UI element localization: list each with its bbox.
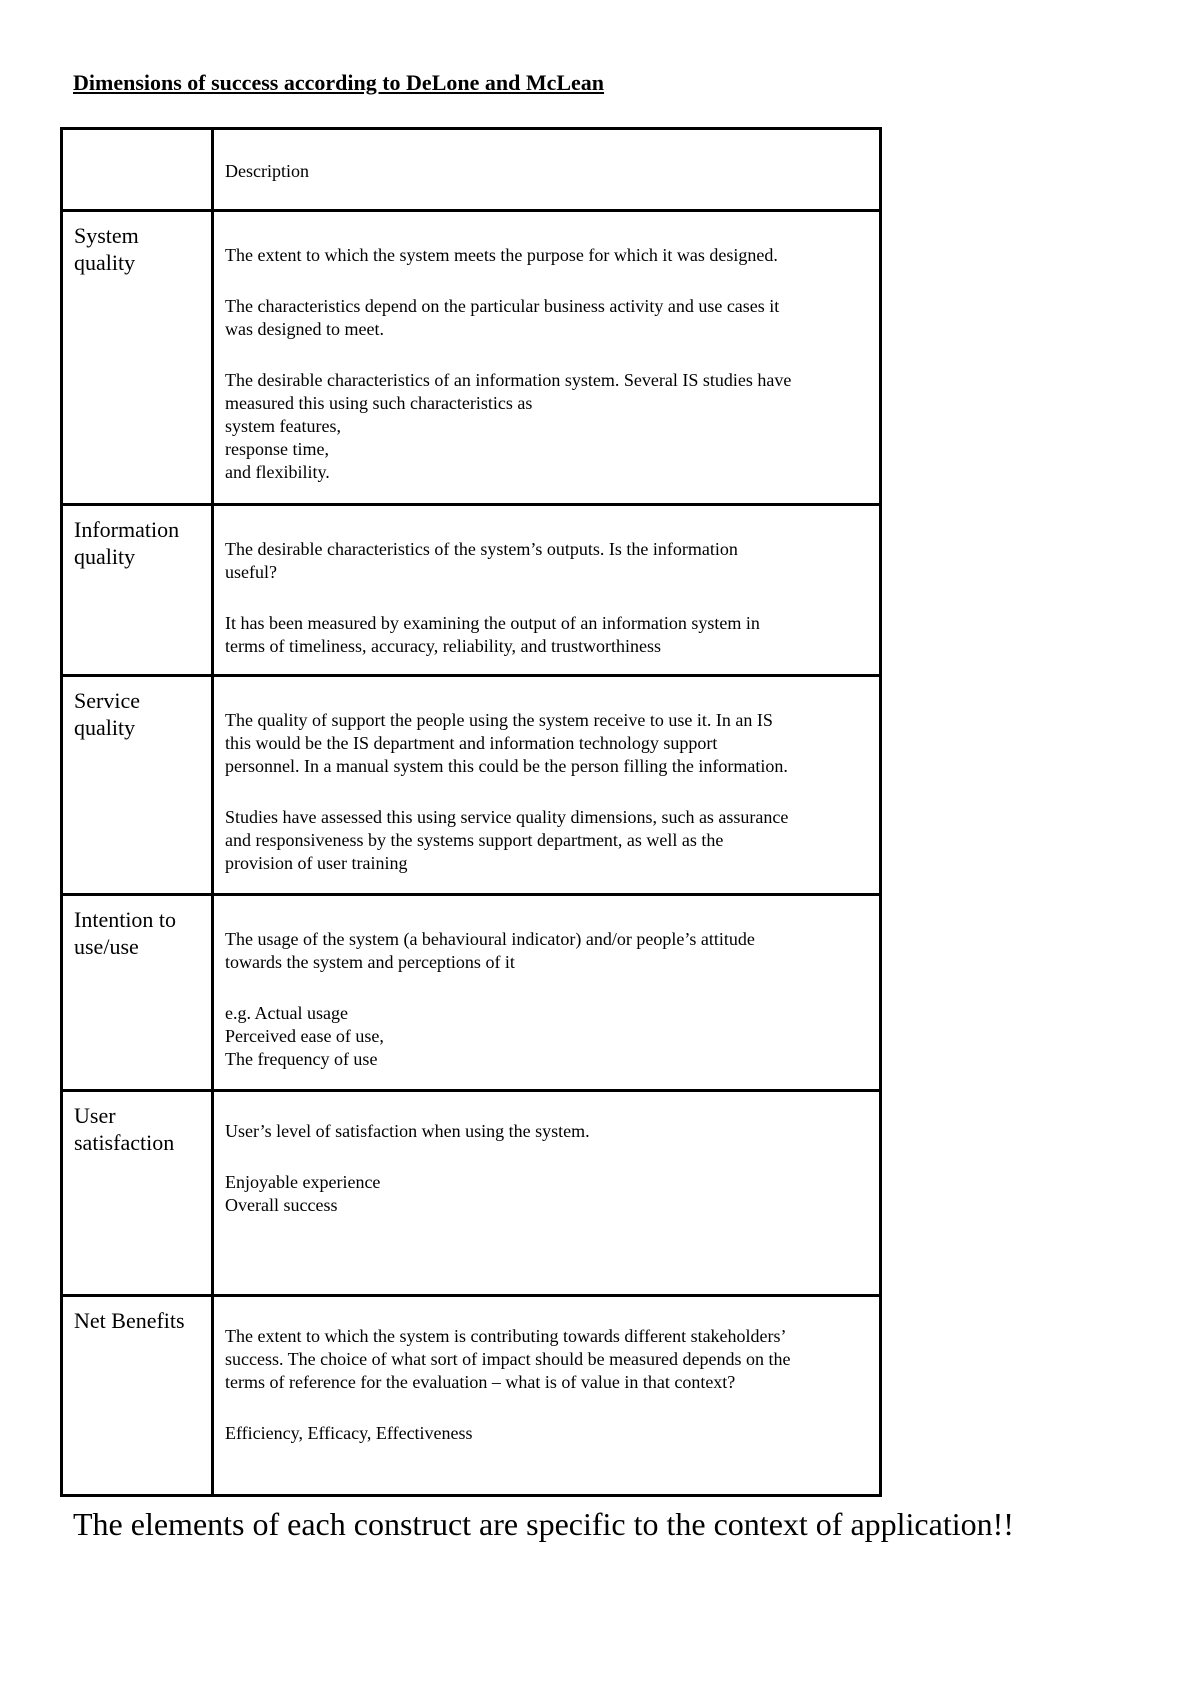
description-paragraph <box>225 1422 869 1445</box>
dimension-label-line: satisfaction <box>74 1130 175 1155</box>
description-paragraph <box>225 1002 869 1071</box>
footer-note: The elements of each construct are specific to the context of application!! <box>73 1506 1014 1542</box>
dimension-cell <box>62 676 213 895</box>
description-line: terms of reference for the evaluation – what is of value in that context? <box>225 1372 736 1392</box>
dimension-cell <box>62 211 213 505</box>
description-line: success. The choice of what sort of impact should be measured depends on the <box>225 1349 791 1369</box>
table-row <box>62 895 881 1091</box>
description-cell <box>213 505 881 676</box>
dimension-label-line: quality <box>74 250 136 275</box>
dimension-label-line: Service <box>74 688 140 713</box>
description-line: system features, <box>225 416 341 436</box>
description-cell <box>213 1091 881 1296</box>
description-paragraph <box>225 709 869 778</box>
table-row <box>62 1296 881 1496</box>
table-row <box>62 1091 881 1296</box>
dimension-label <box>63 896 211 960</box>
description-paragraph <box>225 369 869 484</box>
description-line: and flexibility. <box>225 462 330 482</box>
description-line: response time, <box>225 439 329 459</box>
description-cell <box>213 211 881 505</box>
description-line: Perceived ease of use, <box>225 1026 384 1046</box>
dimension-cell <box>62 1296 213 1496</box>
dimension-label-line: use/use <box>74 934 139 959</box>
description-paragraph <box>225 612 869 658</box>
description-paragraph <box>225 295 869 341</box>
dimension-label <box>63 1297 211 1334</box>
description-cell <box>213 1296 881 1496</box>
description-paragraph <box>225 1171 869 1217</box>
description-line: towards the system and perceptions of it <box>225 952 515 972</box>
description-line: It has been measured by examining the output of an information system in <box>225 613 760 633</box>
header-empty-cell <box>62 129 213 211</box>
document-title: Dimensions of success according to DeLone and McLean <box>73 70 605 95</box>
description-line: terms of timeliness, accuracy, reliability, and trustworthiness <box>225 636 662 656</box>
dimension-label <box>63 677 211 741</box>
description-line: The usage of the system (a behavioural indicator) and/or people’s attitude <box>225 929 755 949</box>
table-header-row <box>62 129 881 211</box>
dimension-label-line: quality <box>74 715 136 740</box>
description-cell <box>213 676 881 895</box>
description-line: was designed to meet. <box>225 319 384 339</box>
description-line: The frequency of use <box>225 1049 378 1069</box>
header-description-label: Description <box>225 161 309 181</box>
dimension-label-line: User <box>74 1103 116 1128</box>
dimension-cell <box>62 505 213 676</box>
table-row <box>62 211 881 505</box>
dimension-label-line: Net Benefits <box>74 1308 185 1333</box>
description-line: provision of user training <box>225 853 408 873</box>
description-line: e.g. Actual usage <box>225 1003 348 1023</box>
description-line: User’s level of satisfaction when using the system. <box>225 1121 590 1141</box>
description-line: Enjoyable experience <box>225 1172 381 1192</box>
description-line: Efficiency, Efficacy, Effectiveness <box>225 1423 473 1443</box>
description-cell <box>213 895 881 1091</box>
description-paragraph <box>225 538 869 584</box>
description-line: The desirable characteristics of the system’s outputs. Is the information <box>225 539 738 559</box>
description-paragraph <box>225 806 869 875</box>
description-line: The extent to which the system is contributing towards different stakeholders’ <box>225 1326 787 1346</box>
description-paragraph <box>225 244 869 267</box>
dimension-cell <box>62 895 213 1091</box>
table-row <box>62 676 881 895</box>
description-line: this would be the IS department and information technology support <box>225 733 718 753</box>
description-line: The extent to which the system meets the purpose for which it was designed. <box>225 245 778 265</box>
dimension-cell <box>62 1091 213 1296</box>
description-paragraph <box>225 928 869 974</box>
dimension-label <box>63 1092 211 1156</box>
description-paragraph <box>225 1325 869 1394</box>
header-description-cell <box>213 129 881 211</box>
dimension-label <box>63 212 211 276</box>
dimension-label-line: Intention to <box>74 907 177 932</box>
description-line: personnel. In a manual system this could be the person filling the information. <box>225 756 788 776</box>
description-line: The characteristics depend on the particular business activity and use cases it <box>225 296 780 316</box>
description-paragraph <box>225 1120 869 1143</box>
success-dimensions-table <box>60 127 882 1497</box>
description-line: and responsiveness by the systems support department, as well as the <box>225 830 724 850</box>
dimension-label-line: Information <box>74 517 180 542</box>
description-line: Overall success <box>225 1195 338 1215</box>
description-line: measured this using such characteristics as <box>225 393 533 413</box>
description-line: The quality of support the people using the system receive to use it. In an IS <box>225 710 773 730</box>
description-line: Studies have assessed this using service quality dimensions, such as assurance <box>225 807 789 827</box>
dimension-label-line: System <box>74 223 139 248</box>
table-row <box>62 505 881 676</box>
description-line: useful? <box>225 562 277 582</box>
dimension-label-line: quality <box>74 544 136 569</box>
description-line: The desirable characteristics of an information system. Several IS studies have <box>225 370 792 390</box>
dimension-label <box>63 506 211 570</box>
